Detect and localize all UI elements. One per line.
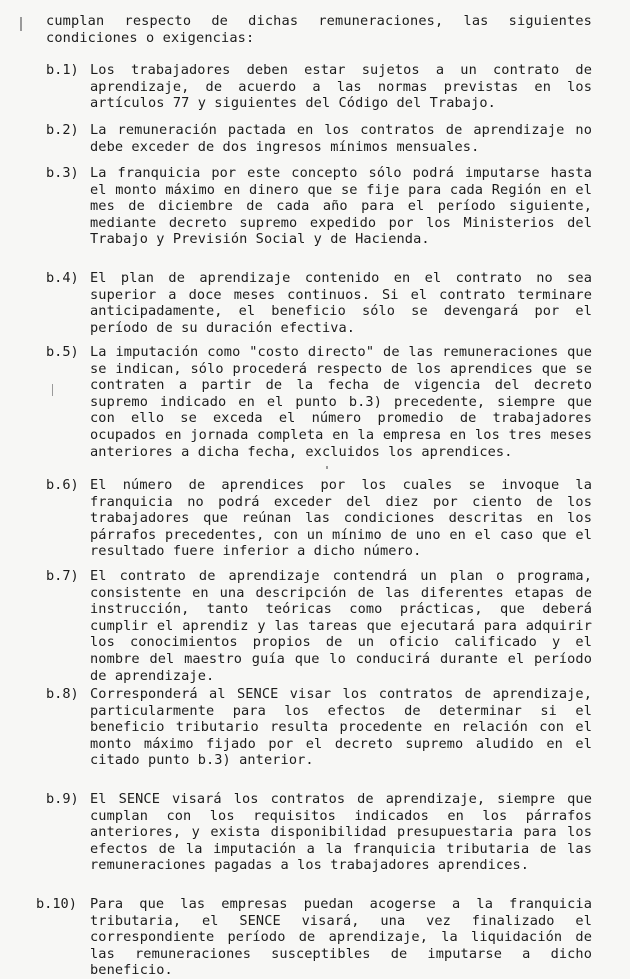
list-item xyxy=(46,477,592,560)
item-text: Los trabajadores deben estar sujetos a un contrato de aprendizaje, de acuerdo a las normas previstas en los artículos 77 y siguientes del Código del Trabajo. xyxy=(90,62,592,112)
list-item xyxy=(46,568,592,684)
item-label: b.4) xyxy=(46,270,79,286)
list-item xyxy=(46,62,592,112)
scan-mark xyxy=(20,17,22,31)
item-text: La franquicia por este concepto sólo podrá imputarse hasta el monto máximo en dinero que se fije para cada Región en el mes de diciembre de cada año para el período siguiente, mediante decreto supremo expedido por los Ministerios del Trabajo y Previsión Social y de Hacienda. xyxy=(90,165,592,248)
list-item xyxy=(46,344,592,460)
item-text: El contrato de aprendizaje contendrá un plan o programa, consistente en una descripción de las diferentes etapas de instrucción, tanto teóricas como prácticas, que deberá cumplir el aprendiz y las tareas que ejecutará para adquirir los conocimientos propios de un oficio calificado y el nombre del maestro guía que lo conducirá durante el período de aprendizaje. xyxy=(90,568,592,684)
item-label: b.3) xyxy=(46,165,79,181)
list-item xyxy=(46,122,592,155)
item-label: b.5) xyxy=(46,344,79,360)
list-item xyxy=(46,686,592,769)
item-label: b.6) xyxy=(46,477,79,493)
list-item xyxy=(46,270,592,336)
item-text: El plan de aprendizaje contenido en el contrato no sea superior a doce meses continuos. Si el contrato terminare anticipadamente, el beneficio sólo se devengará por el período de su duración efectiva. xyxy=(90,270,592,336)
item-label: b.2) xyxy=(46,122,79,138)
item-text: La remuneración pactada en los contratos de aprendizaje no debe exceder de dos ingresos mínimos mensuales. xyxy=(90,122,592,155)
list-item xyxy=(46,791,592,874)
item-label: b.8) xyxy=(46,686,79,702)
item-text: Para que las empresas puedan acogerse a la franquicia tributaria, el SENCE visará, una vez finalizado el correspondiente período de aprendizaje, la liquidación de las remuneraciones susceptibles de imputarse a dicho beneficio. xyxy=(90,896,592,979)
item-label: b.7) xyxy=(46,568,79,584)
item-text: Corresponderá al SENCE visar los contratos de aprendizaje, particularmente para los efectos de determinar si el beneficio tributario resulta procedente en relación con el monto máximo fijado por el decreto supremo aludido en el citado punto b.3) anterior. xyxy=(90,686,592,769)
item-label: b.1) xyxy=(46,62,79,78)
list-item xyxy=(36,896,592,979)
list-item xyxy=(46,165,592,248)
scan-mark xyxy=(326,466,328,469)
item-label: b.10) xyxy=(36,896,77,912)
item-label: b.9) xyxy=(46,791,79,807)
item-text: El SENCE visará los contratos de aprendizaje, siempre que cumplan con los requisitos indicados en los párrafos anteriores, y exista disponibilidad presupuestaria para los efectos de la imputación a la franquicia tributaria de las remuneraciones pagadas a los trabajadores aprendices. xyxy=(90,791,592,874)
item-text: El número de aprendices por los cuales se invoque la franquicia no podrá exceder del diez por ciento de los trabajadores que reúnan las condiciones descritas en los párrafos precedentes, con un mínimo de uno en el caso que el resultado fuere inferior a dicho número. xyxy=(90,477,592,560)
intro-paragraph: cumplan respecto de dichas remuneraciones, las siguientes condiciones o exigencias: xyxy=(46,13,592,46)
item-text: La imputación como "costo directo" de las remuneraciones que se indican, sólo procederá respecto de los aprendices que se contraten a partir de la fecha de vigencia del decreto supremo indicado en el punto b.3) precedente, siempre que con ello se exceda el número promedio de trabajadores ocupados en jornada completa en la empresa en los tres meses anteriores a dicha fecha, excluidos los aprendices. xyxy=(90,344,592,460)
